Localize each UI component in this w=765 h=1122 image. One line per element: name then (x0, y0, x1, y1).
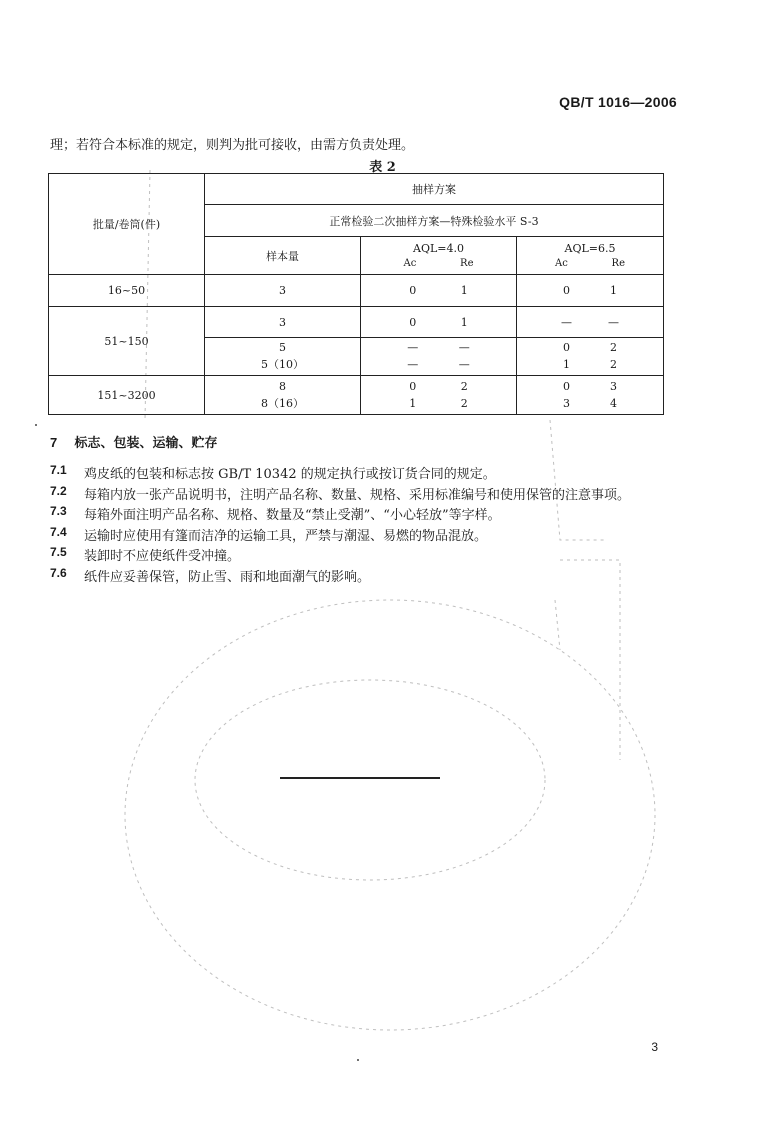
clause-text: 鸡皮纸的包装和标志按 GB/T 10342 的规定执行或按订货合同的规定。 (84, 467, 496, 482)
header-lot-size: 批量/卷筒(件) (49, 174, 205, 275)
lot-cell: 16~50 (49, 275, 205, 307)
re-value: — (608, 315, 619, 329)
ac-label: Ac (403, 257, 417, 269)
re-value: 2 (610, 341, 617, 354)
aql-6-5-label: AQL=6.5 (564, 241, 616, 255)
end-of-document-rule (280, 777, 440, 779)
re-label: Re (460, 257, 474, 269)
standard-number: QB/T 1016—2006 (559, 94, 677, 110)
aql-4-label: AQL=4.0 (413, 241, 464, 255)
clause-number: 7.3 (50, 504, 67, 519)
ac-value: 0 (409, 284, 417, 297)
ac-value: 1 (409, 396, 417, 410)
re-value: 4 (610, 396, 617, 410)
continued-paragraph: 理；若符合本标准的规定，则判为批可接收，由需方负责处理。 (50, 138, 415, 153)
clause-item (50, 484, 630, 505)
table-row (49, 376, 664, 415)
ac-value: 0 (563, 341, 570, 354)
clause-text: 每箱外面注明产品名称、规格、数量及“禁止受潮”、“小心轻放”等字样。 (84, 508, 501, 524)
sample-cell: 8（16） (261, 396, 304, 410)
clause-item (50, 566, 630, 587)
re-value: — (458, 341, 470, 354)
sample-cell: 3 (205, 307, 361, 338)
header-scheme: 正常检验二次抽样方案—特殊检验水平 S-3 (205, 205, 664, 237)
sample-cell: 8 (279, 379, 286, 393)
lot-cell: 51~150 (49, 307, 205, 376)
clause-text: 纸件应妥善保管，防止雪、雨和地面潮气的影响。 (84, 569, 371, 585)
clause-number: 7.2 (50, 483, 67, 498)
ac-value: — (407, 358, 419, 371)
ac-value: 0 (563, 379, 570, 393)
ac-value: 3 (563, 396, 570, 410)
section-heading (50, 432, 218, 451)
ac-value: — (407, 341, 419, 354)
ac-value: 0 (409, 315, 417, 329)
re-value: 1 (460, 284, 468, 297)
re-value: — (458, 358, 470, 371)
re-value: 3 (610, 379, 617, 393)
clause-number: 7.5 (50, 545, 67, 560)
clause-text: 装卸时不应使纸件受冲撞。 (84, 549, 241, 565)
clause-item (50, 525, 630, 546)
clause-item (50, 463, 630, 484)
sample-cell: 5（10） (261, 358, 304, 371)
section-items (50, 463, 630, 587)
re-label: Re (611, 257, 625, 269)
re-value: 2 (460, 379, 468, 393)
sample-cell: 5 (279, 341, 286, 354)
re-value: 2 (460, 396, 468, 410)
clause-text: 运输时应使用有篷而洁净的运输工具，严禁与潮湿、易燃的物品混放。 (84, 528, 488, 544)
re-value: 2 (610, 358, 617, 371)
ac-label: Ac (555, 257, 568, 269)
clause-number: 7.6 (50, 565, 67, 580)
header-sampling-plan: 抽样方案 (205, 174, 664, 205)
sampling-table (48, 173, 664, 415)
ac-value: — (561, 315, 572, 329)
clause-text: 每箱内放一张产品说明书，注明产品名称、数量、规格、采用标准编号和使用保管的注意事项。 (84, 487, 631, 503)
table-row (49, 307, 664, 338)
header-aql-4 (361, 237, 517, 275)
clause-item (50, 504, 630, 525)
clause-item (50, 545, 630, 566)
ac-value: 0 (409, 379, 417, 393)
table-title: 表 2 (369, 160, 396, 175)
header-aql-6-5 (517, 237, 664, 275)
sample-cell: 3 (205, 275, 361, 307)
re-value: 1 (610, 284, 617, 297)
clause-number: 7.1 (50, 463, 67, 477)
ac-value: 1 (563, 358, 570, 371)
header-sample-size: 样本量 (205, 237, 361, 275)
table-row (49, 275, 664, 307)
re-value: 1 (460, 315, 468, 329)
clause-number: 7.4 (50, 524, 67, 539)
section-title: 标志、包装、运输、贮存 (74, 436, 218, 451)
lot-cell: 151~3200 (49, 376, 205, 415)
section-number: 7 (50, 435, 58, 450)
page-number: 3 (651, 1040, 658, 1054)
ac-value: 0 (563, 284, 570, 297)
